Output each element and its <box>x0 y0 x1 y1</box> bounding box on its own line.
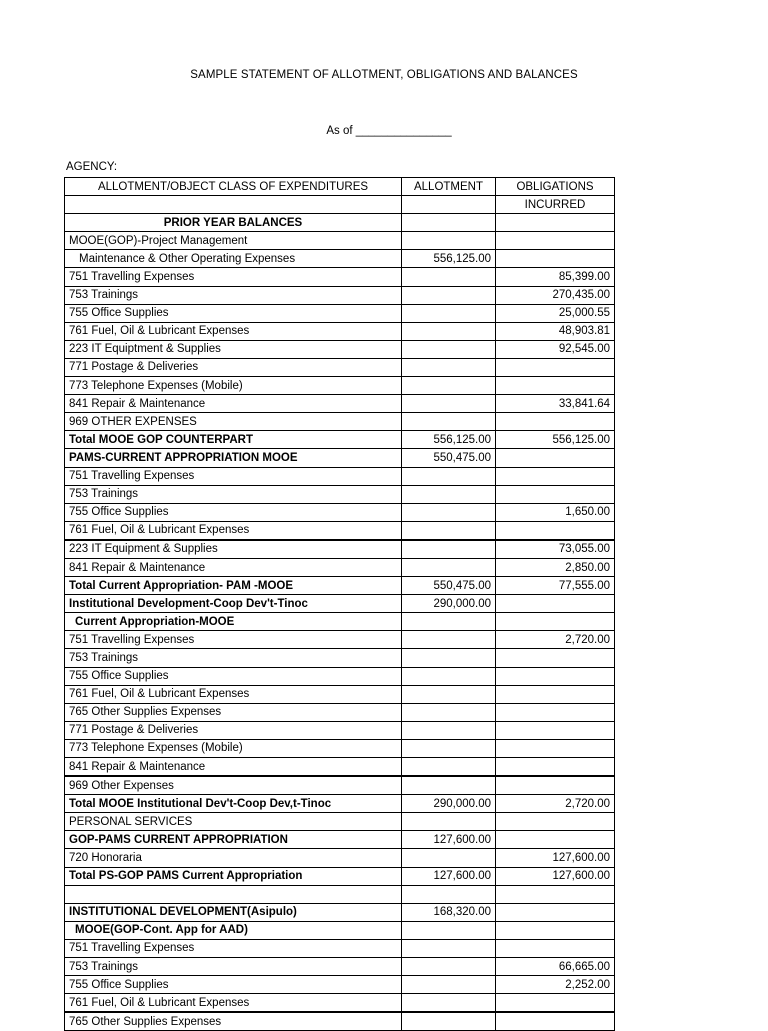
row-obligations <box>496 721 615 739</box>
row-label: GOP-PAMS CURRENT APPROPRIATION <box>65 831 402 849</box>
table-row <box>65 631 615 649</box>
row-obligations: 270,435.00 <box>496 286 615 304</box>
table-row <box>65 867 615 885</box>
row-label: Total MOOE Institutional Dev't-Coop Dev,t-Tinoc <box>65 795 402 813</box>
row-obligations <box>496 595 615 613</box>
row-label: 720 Honoraria <box>65 849 402 867</box>
row-obligations: 48,903.81 <box>496 322 615 340</box>
row-label: 765 Other Supplies Expenses <box>65 703 402 721</box>
agency-label: AGENCY: <box>66 161 118 173</box>
row-obligations <box>496 903 615 921</box>
row-label: 765 Other Supplies Expenses <box>65 1012 402 1031</box>
row-allotment <box>402 340 496 358</box>
table-row <box>65 232 615 250</box>
row-obligations <box>496 885 615 903</box>
table-row <box>65 885 615 903</box>
row-obligations <box>496 214 615 232</box>
row-allotment <box>402 939 496 957</box>
row-allotment <box>402 485 496 503</box>
header-obligations-line1: OBLIGATIONS <box>496 178 615 196</box>
table-row <box>65 739 615 757</box>
row-label: 771 Postage & Deliveries <box>65 721 402 739</box>
row-label: Total PS-GOP PAMS Current Appropriation <box>65 867 402 885</box>
row-obligations <box>496 358 615 376</box>
row-obligations: 2,720.00 <box>496 795 615 813</box>
row-label: PAMS-CURRENT APPROPRIATION MOOE <box>65 449 402 467</box>
row-label: Total Current Appropriation- PAM -MOOE <box>65 577 402 595</box>
row-allotment: 290,000.00 <box>402 595 496 613</box>
table-row <box>65 395 615 413</box>
header-object-class: ALLOTMENT/OBJECT CLASS OF EXPENDITURES <box>65 178 402 196</box>
row-obligations <box>496 703 615 721</box>
row-label: Current Appropriation-MOOE <box>65 613 402 631</box>
row-obligations <box>496 921 615 939</box>
table-row <box>65 268 615 286</box>
table-row <box>65 214 615 232</box>
statement-table <box>64 177 615 1031</box>
statement-table-body <box>65 178 615 1031</box>
row-allotment <box>402 976 496 994</box>
row-allotment <box>402 739 496 757</box>
row-allotment <box>402 631 496 649</box>
row-label: 771 Postage & Deliveries <box>65 358 402 376</box>
row-obligations: 127,600.00 <box>496 867 615 885</box>
table-row <box>65 340 615 358</box>
row-obligations: 85,399.00 <box>496 268 615 286</box>
row-label: PERSONAL SERVICES <box>65 813 402 831</box>
row-label: INSTITUTIONAL DEVELOPMENT(Asipulo) <box>65 903 402 921</box>
row-obligations: 556,125.00 <box>496 431 615 449</box>
row-obligations: 2,252.00 <box>496 976 615 994</box>
row-allotment <box>402 703 496 721</box>
row-allotment <box>402 214 496 232</box>
row-label: 753 Trainings <box>65 485 402 503</box>
row-allotment: 168,320.00 <box>402 903 496 921</box>
row-label: 761 Fuel, Oil & Lubricant Expenses <box>65 322 402 340</box>
row-label: MOOE(GOP-Cont. App for AAD) <box>65 921 402 939</box>
row-allotment <box>402 558 496 576</box>
row-obligations <box>496 449 615 467</box>
row-obligations <box>496 467 615 485</box>
row-label: 751 Travelling Expenses <box>65 939 402 957</box>
table-row <box>65 449 615 467</box>
table-row <box>65 540 615 559</box>
row-allotment: 127,600.00 <box>402 831 496 849</box>
row-obligations <box>496 994 615 1013</box>
row-allotment <box>402 721 496 739</box>
table-row <box>65 577 615 595</box>
row-allotment <box>402 413 496 431</box>
row-allotment <box>402 813 496 831</box>
row-allotment <box>402 958 496 976</box>
table-row <box>65 322 615 340</box>
row-allotment <box>402 1012 496 1031</box>
row-label: 773 Telephone Expenses (Mobile) <box>65 739 402 757</box>
table-row <box>65 358 615 376</box>
table-row <box>65 849 615 867</box>
row-obligations: 25,000.55 <box>496 304 615 322</box>
document-title: SAMPLE STATEMENT OF ALLOTMENT, OBLIGATIONS AND BALANCES <box>190 69 578 81</box>
row-label: 223 IT Equiptment & Supplies <box>65 340 402 358</box>
table-row <box>65 431 615 449</box>
row-obligations <box>496 649 615 667</box>
row-obligations: 77,555.00 <box>496 577 615 595</box>
row-obligations: 127,600.00 <box>496 849 615 867</box>
row-label: 969 OTHER EXPENSES <box>65 413 402 431</box>
row-obligations <box>496 521 615 540</box>
row-obligations <box>496 776 615 795</box>
row-obligations: 2,720.00 <box>496 631 615 649</box>
table-row <box>65 976 615 994</box>
row-label: 751 Travelling Expenses <box>65 631 402 649</box>
table-row <box>65 776 615 795</box>
table-row <box>65 467 615 485</box>
row-allotment <box>402 268 496 286</box>
row-obligations <box>496 758 615 777</box>
row-allotment: 290,000.00 <box>402 795 496 813</box>
row-allotment: 550,475.00 <box>402 449 496 467</box>
row-label: 751 Travelling Expenses <box>65 268 402 286</box>
row-label: 841 Repair & Maintenance <box>65 558 402 576</box>
row-allotment <box>402 521 496 540</box>
row-label <box>65 885 402 903</box>
table-row <box>65 304 615 322</box>
as-of-line: As of _______________ <box>326 125 452 137</box>
row-allotment <box>402 667 496 685</box>
row-label: 841 Repair & Maintenance <box>65 758 402 777</box>
row-allotment: 127,600.00 <box>402 867 496 885</box>
row-obligations: 66,665.00 <box>496 958 615 976</box>
header-obligations-line2: INCURRED <box>496 196 615 214</box>
row-obligations <box>496 232 615 250</box>
header-spacer <box>65 196 402 214</box>
row-allotment <box>402 685 496 703</box>
row-label: PRIOR YEAR BALANCES <box>65 214 402 232</box>
row-label: 223 IT Equipment & Supplies <box>65 540 402 559</box>
table-row <box>65 685 615 703</box>
table-row <box>65 994 615 1013</box>
row-label: Maintenance & Other Operating Expenses <box>65 250 402 268</box>
row-obligations <box>496 250 615 268</box>
table-row <box>65 613 615 631</box>
table-row <box>65 703 615 721</box>
table-row <box>65 503 615 521</box>
table-row <box>65 903 615 921</box>
row-obligations: 73,055.00 <box>496 540 615 559</box>
table-row <box>65 721 615 739</box>
table-row <box>65 485 615 503</box>
row-label: 761 Fuel, Oil & Lubricant Expenses <box>65 685 402 703</box>
row-allotment <box>402 395 496 413</box>
row-label: 755 Office Supplies <box>65 503 402 521</box>
table-row <box>65 831 615 849</box>
row-label: 755 Office Supplies <box>65 667 402 685</box>
table-row <box>65 521 615 540</box>
table-row <box>65 377 615 395</box>
row-obligations <box>496 613 615 631</box>
row-label: 969 Other Expenses <box>65 776 402 795</box>
table-row <box>65 795 615 813</box>
header-allotment: ALLOTMENT <box>402 178 496 196</box>
row-obligations: 2,850.00 <box>496 558 615 576</box>
row-obligations <box>496 739 615 757</box>
row-obligations: 92,545.00 <box>496 340 615 358</box>
row-label: 753 Trainings <box>65 958 402 976</box>
row-allotment <box>402 503 496 521</box>
row-obligations <box>496 377 615 395</box>
table-row <box>65 921 615 939</box>
row-label: Institutional Development-Coop Dev't-Tinoc <box>65 595 402 613</box>
table-row <box>65 649 615 667</box>
row-obligations: 1,650.00 <box>496 503 615 521</box>
table-row <box>65 558 615 576</box>
row-label: 761 Fuel, Oil & Lubricant Expenses <box>65 521 402 540</box>
row-label: 773 Telephone Expenses (Mobile) <box>65 377 402 395</box>
row-allotment <box>402 540 496 559</box>
table-row <box>65 1012 615 1031</box>
table-row <box>65 413 615 431</box>
row-allotment <box>402 613 496 631</box>
row-label: MOOE(GOP)-Project Management <box>65 232 402 250</box>
row-allotment <box>402 885 496 903</box>
row-label: 841 Repair & Maintenance <box>65 395 402 413</box>
row-allotment: 556,125.00 <box>402 431 496 449</box>
row-label: 751 Travelling Expenses <box>65 467 402 485</box>
row-allotment: 556,125.00 <box>402 250 496 268</box>
table-row <box>65 813 615 831</box>
header-spacer <box>402 196 496 214</box>
row-label: 753 Trainings <box>65 649 402 667</box>
row-allotment <box>402 467 496 485</box>
row-allotment <box>402 286 496 304</box>
table-row <box>65 667 615 685</box>
row-obligations <box>496 1012 615 1031</box>
row-allotment: 550,475.00 <box>402 577 496 595</box>
row-allotment <box>402 649 496 667</box>
table-row <box>65 939 615 957</box>
table-header-row-2 <box>65 196 615 214</box>
row-allotment <box>402 322 496 340</box>
row-obligations <box>496 831 615 849</box>
row-obligations: 33,841.64 <box>496 395 615 413</box>
row-allotment <box>402 232 496 250</box>
row-allotment <box>402 758 496 777</box>
row-label: Total MOOE GOP COUNTERPART <box>65 431 402 449</box>
table-row <box>65 595 615 613</box>
table-row <box>65 286 615 304</box>
table-row <box>65 758 615 777</box>
row-obligations <box>496 667 615 685</box>
row-obligations <box>496 413 615 431</box>
row-allotment <box>402 921 496 939</box>
row-allotment <box>402 358 496 376</box>
row-obligations <box>496 485 615 503</box>
table-header-row <box>65 178 615 196</box>
row-obligations <box>496 939 615 957</box>
row-allotment <box>402 377 496 395</box>
table-row <box>65 958 615 976</box>
row-obligations <box>496 685 615 703</box>
row-label: 761 Fuel, Oil & Lubricant Expenses <box>65 994 402 1013</box>
table-row <box>65 250 615 268</box>
row-label: 755 Office Supplies <box>65 976 402 994</box>
row-obligations <box>496 813 615 831</box>
row-allotment <box>402 304 496 322</box>
row-label: 755 Office Supplies <box>65 304 402 322</box>
row-allotment <box>402 849 496 867</box>
row-allotment <box>402 776 496 795</box>
row-allotment <box>402 994 496 1013</box>
row-label: 753 Trainings <box>65 286 402 304</box>
